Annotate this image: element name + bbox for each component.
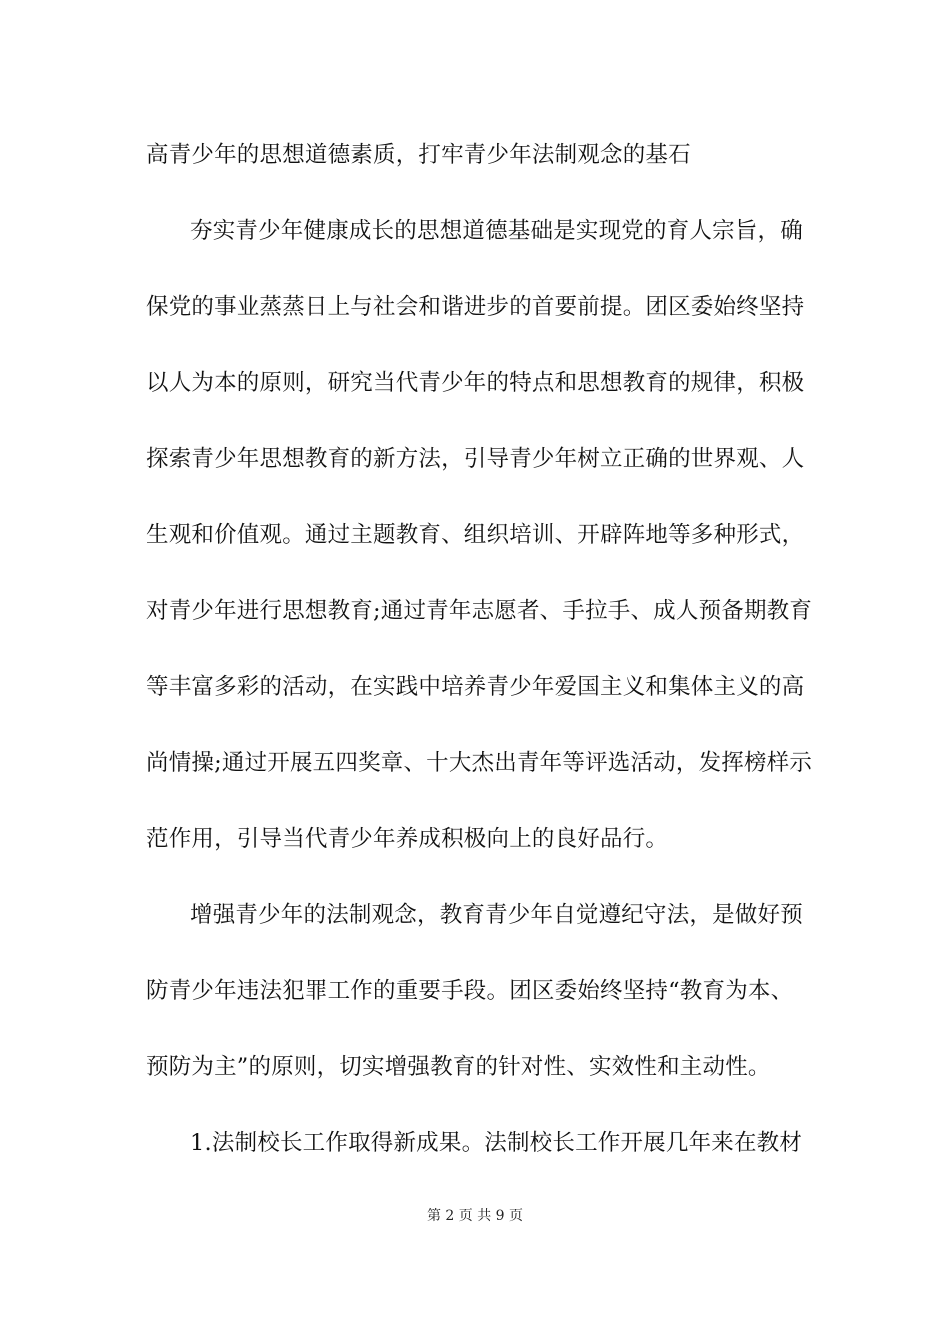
text-line-5: 探索青少年思想教育的新方法，引导青少年树立正确的世界观、人 xyxy=(146,446,805,472)
text-line-11: 增强青少年的法制观念，教育青少年自觉遵纪守法，是做好预 xyxy=(190,902,803,928)
text-line-1: 高青少年的思想道德素质，打牢青少年法制观念的基石 xyxy=(146,142,691,168)
text-line-12: 防青少年违法犯罪工作的重要手段。团区委始终坚持“教育为本、 xyxy=(146,978,794,1004)
page-number-label: 第 2 页 共 9 页 xyxy=(426,1208,524,1224)
text-line-6: 生观和价值观。通过主题教育、组织培训、开辟阵地等多种形式， xyxy=(146,522,805,548)
text-line-7: 对青少年进行思想教育;通过青年志愿者、手拉手、成人预备期教育 xyxy=(146,598,813,624)
text-line-10: 范作用，引导当代青少年养成积极向上的良好品行。 xyxy=(146,826,669,852)
text-line-13: 预防为主”的原则，切实增强教育的针对性、实效性和主动性。 xyxy=(146,1054,771,1080)
text-line-4: 以人为本的原则，研究当代青少年的特点和思想教育的规律，积极 xyxy=(146,370,805,396)
text-line-8: 等丰富多彩的活动，在实践中培养青少年爱国主义和集体主义的高 xyxy=(146,674,805,700)
text-line-9: 尚情操;通过开展五四奖章、十大杰出青年等评选活动，发挥榜样示 xyxy=(146,750,813,776)
text-line-14: 1.法制校长工作取得新成果。法制校长工作开展几年来在教材 xyxy=(190,1130,803,1156)
text-line-2: 夯实青少年健康成长的思想道德基础是实现党的育人宗旨，确 xyxy=(190,218,803,244)
page-footer xyxy=(0,1207,950,1225)
text-line-3: 保党的事业蒸蒸日上与社会和谐进步的首要前提。团区委始终坚持 xyxy=(146,294,805,320)
